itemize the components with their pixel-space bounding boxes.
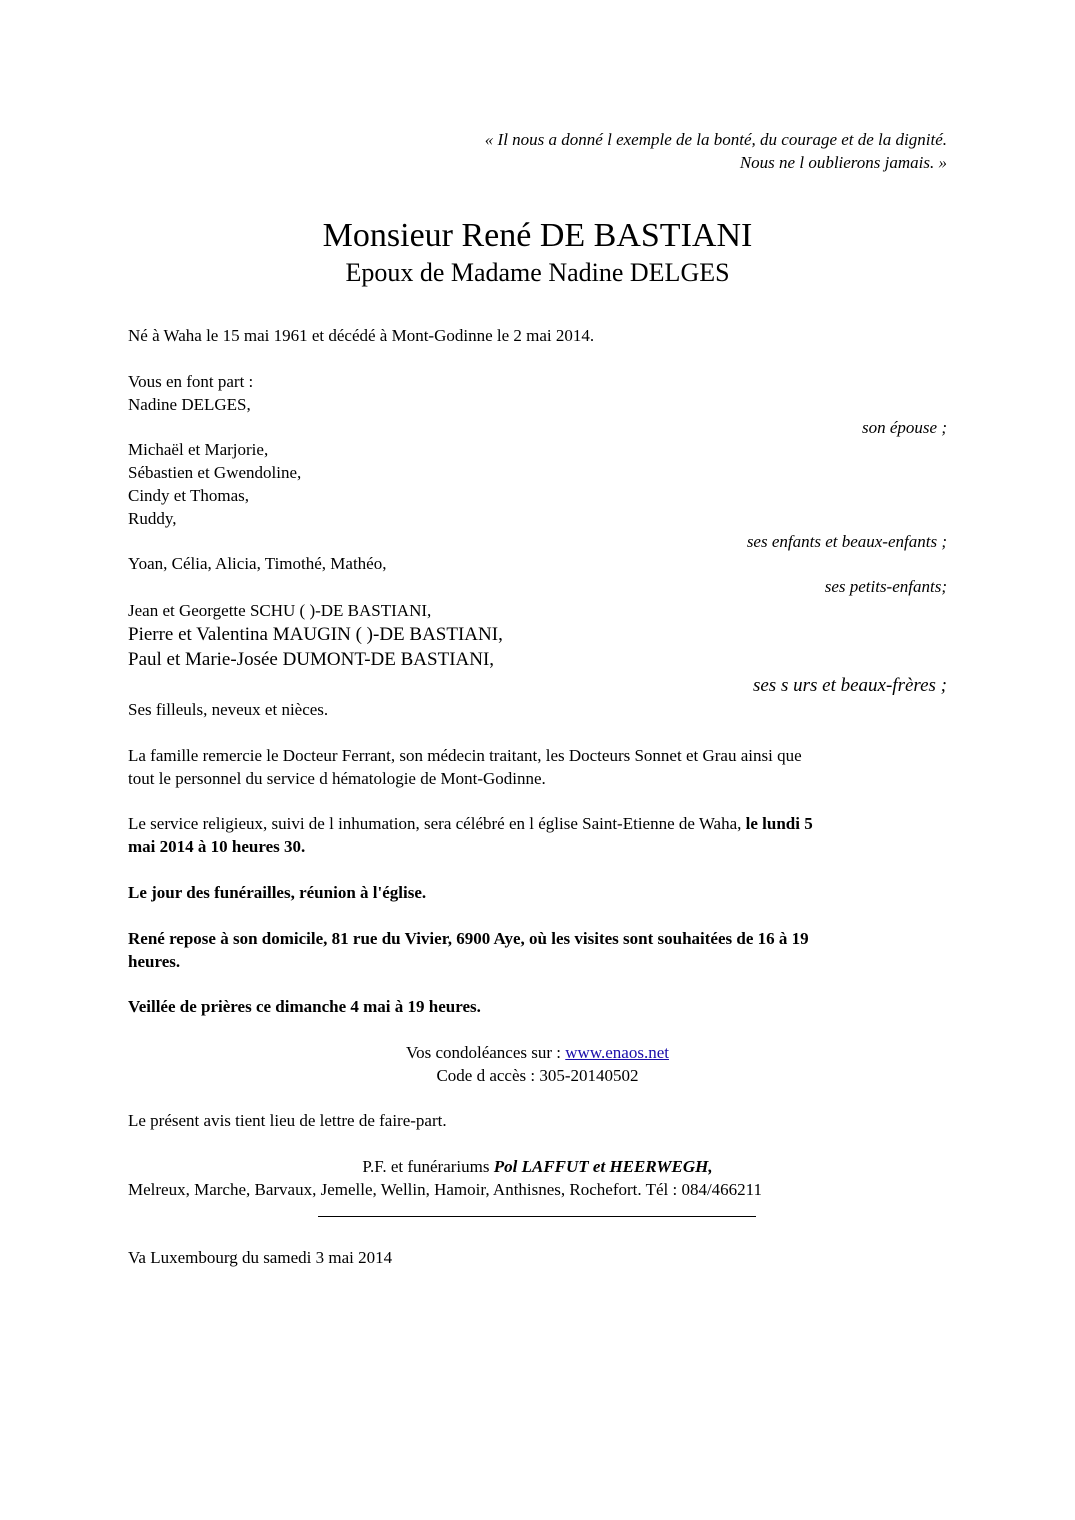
funeral-home-line <box>0 1155 1075 1178</box>
condolences-label: Vos condoléances sur : <box>406 1043 566 1062</box>
announce-intro: Vous en font part : <box>128 372 254 391</box>
child-entry: Sébastien et Gwendoline, <box>128 463 302 482</box>
notice-line: Le présent avis tient lieu de lettre de faire-part. <box>128 1111 447 1130</box>
thanks-line-1: La famille remercie le Docteur Ferrant, son médecin traitant, les Docteurs Sonnet et Grau ainsi que <box>128 746 802 765</box>
condolences-line <box>0 1041 1075 1064</box>
access-code: Code d accès : 305-20140502 <box>436 1066 639 1085</box>
grandchildren-names: Yoan, Célia, Alicia, Timothé, Mathéo, <box>128 554 387 573</box>
spouse-name: Nadine DELGES, <box>128 395 251 414</box>
page-title: Monsieur René DE BASTIANI <box>322 217 753 254</box>
condolences-link[interactable]: www.enaos.net <box>565 1043 669 1062</box>
sibling-entry: Paul et Marie-Josée DUMONT-DE BASTIANI, <box>128 649 495 670</box>
siblings-role: ses s urs et beaux-frères ; <box>752 675 947 696</box>
sibling-entry: Jean et Georgette SCHU ( )-DE BASTIANI, <box>128 601 432 620</box>
vigil-line: Veillée de prières ce dimanche 4 mai à 19 heures. <box>128 997 481 1016</box>
service-line-2: mai 2014 à 10 heures 30. <box>128 837 306 856</box>
funeral-home-locations: Melreux, Marche, Barvaux, Jemelle, Wellin, Hamoir, Anthisnes, Rochefort. Tél : 084/466211 <box>128 1180 763 1199</box>
others-line: Ses filleuls, neveux et nièces. <box>128 700 329 719</box>
funeral-home-prefix: P.F. et funérariums <box>362 1157 494 1176</box>
page-subtitle: Epoux de Madame Nadine DELGES <box>345 258 730 287</box>
thanks-line-2: tout le personnel du service d hématologie de Mont-Godinne. <box>128 769 546 788</box>
child-entry: Cindy et Thomas, <box>128 486 250 505</box>
sibling-entry: Pierre et Valentina MAUGIN ( )-DE BASTIANI, <box>128 624 503 645</box>
spouse-role: son épouse ; <box>862 418 947 437</box>
rest-line-1: René repose à son domicile, 81 rue du Vivier, 6900 Aye, où les visites sont souhaitées de 16 à 19 <box>128 929 809 948</box>
service-text: Le service religieux, suivi de l inhumation, sera célébré en l église Saint-Etienne de Waha, <box>128 814 746 833</box>
quote-line-1: « Il nous a donné l exemple de la bonté, du courage et de la dignité. <box>484 130 947 149</box>
funeral-day-line: Le jour des funérailles, réunion à l'église. <box>128 883 427 902</box>
child-entry: Ruddy, <box>128 509 177 528</box>
service-line-1 <box>128 812 813 835</box>
children-role: ses enfants et beaux-enfants ; <box>746 532 947 551</box>
separator-line <box>318 1216 756 1217</box>
rest-line-2: heures. <box>128 952 181 971</box>
publication-line: Va Luxembourg du samedi 3 mai 2014 <box>128 1248 393 1267</box>
funeral-home-name: Pol LAFFUT et HEERWEGH, <box>493 1157 713 1176</box>
birth-death-line: Né à Waha le 15 mai 1961 et décédé à Mont-Godinne le 2 mai 2014. <box>128 326 595 345</box>
child-entry: Michaël et Marjorie, <box>128 440 269 459</box>
grandchildren-role: ses petits-enfants; <box>824 577 947 596</box>
quote-line-2: Nous ne l oublierons jamais. » <box>739 153 947 172</box>
service-date-part: le lundi 5 <box>745 814 813 833</box>
